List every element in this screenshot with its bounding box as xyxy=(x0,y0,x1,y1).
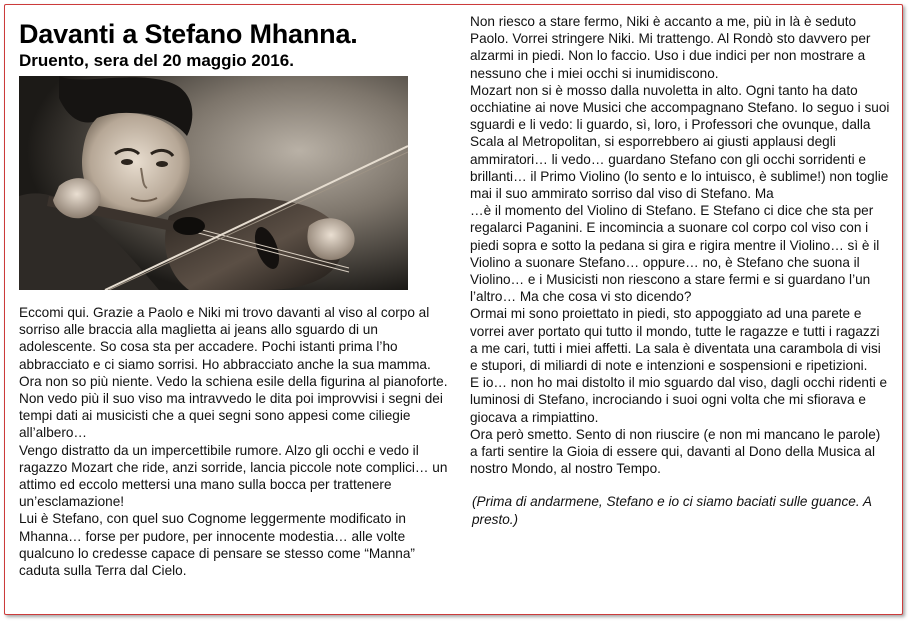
right-paragraph-1: Non riesco a stare fermo, Niki è accanto a me, più in là è seduto Paolo. Vorrei stringere Niki. Mi trattengo. Al Rondò sto davvero per alzarmi in piedi. Non lo faccio. Uso i due indici per non mostrare a nessuno che i miei occhi si inumidiscono. xyxy=(470,14,871,81)
left-paragraph-3: Vengo distratto da un impercettibile rumore. Alzo gli occhi e vedo il ragazzo Mozart che ride, anzi sorride, lancia piccole note complici… un attimo ed eccolo mettersi una mano sulla bocca per trattenere un’esclamazione! xyxy=(19,442,448,510)
right-paragraph-2: Mozart non si è mosso dalla nuvoletta in alto. Ogni tanto ha dato occhiatine ai nove Musici che accompagnano Stefano. Io seguo i suoi sguardi e li vedo: li guardo, sì, loro, i Professori che ovunque, dalla Scala al Metropolitan, si esporrebbero ai giusti applausi degli ammiratori… li vedo… guardano Stefano con gli occhi sorridenti e brillanti… il Primo Violino (lo sento e lo intuisco, è sublime!) non toglie mai il suo ammirato sorriso dal viso di Stefano. Ma xyxy=(470,82,890,202)
left-paragraph-2: Ora non so più niente. Vedo la schiena esile della figurina al pianoforte. Non vedo più il suo viso ma intravvedo le dita poi improvvisi i segni dei tempi dati ai musicisti che a quei segni sono appesi come ciliegie all’albero… xyxy=(19,373,448,441)
left-column xyxy=(19,19,449,579)
article-subtitle: Druento, sera del 20 maggio 2016. xyxy=(19,51,294,70)
left-paragraph-1: Eccomi qui. Grazie a Paolo e Niki mi trovo davanti al viso al corpo al sorriso alle braccia alla maglietta ai jeans allo sguardo di un adolescente. So cosa sta per accadere. Pochi istanti prima l’ho abbracciato e ci siamo sorrisi. Ho abbracciato anche la sua mamma. xyxy=(19,305,431,372)
article-frame xyxy=(4,4,903,615)
right-paragraph-4: Ormai mi sono proiettato in piedi, sto appoggiato ad una parete e vorrei aver portato qui tutto il mondo, tutte le ragazze e tutti i ragazzi a me cari, tutti i miei affetti. La sala è diventata una carambola di visi e stupori, di miliardi di note e intenzioni e sospensioni e ripetizioni. xyxy=(470,306,881,374)
right-paragraph-3: …è il momento del Violino di Stefano. E Stefano ci dice che sta per regalarci Paganini. E incomincia a suonare col corpo col viso con i piedi sopra e sotto la pedana si gira e rigira mentre il Violino… sì è il Violino a suonare Stefano… oppure… no, è Stefano che suona il Violino… e i Musicisti non riescono a stare fermi e si guardano l’un l’altro… Ma che cosa vi sto dicendo? xyxy=(470,203,880,305)
right-paragraph-6: Ora però smetto. Sento di non riuscire (e non mi mancano le parole) a farti sentire la Gioia di essere qui, davanti al Dono della Musica al nostro Mondo, al nostro Tempo. xyxy=(470,426,881,477)
violinist-photo xyxy=(19,76,408,290)
article-title: Davanti a Stefano Mhanna. xyxy=(19,19,358,49)
left-paragraph-4: Lui è Stefano, con quel suo Cognome leggermente modificato in Mhanna… forse per pudore, per innocente modestia… alle volte qualcuno lo credesse capace di pensare se stesso come “Manna” caduta sulla Terra dal Cielo. xyxy=(19,511,415,579)
closing-note: (Prima di andarmene, Stefano e io ci siamo baciati sulle guance. A presto.) xyxy=(472,494,872,527)
right-paragraph-5: E io… non ho mai distolto il mio sguardo dal viso, dagli occhi ridenti e luminosi di Stefano, incrociando i suoi ogni volta che mi sfiorava e giocava a rimpiattino. xyxy=(470,375,888,425)
right-column xyxy=(470,13,890,528)
